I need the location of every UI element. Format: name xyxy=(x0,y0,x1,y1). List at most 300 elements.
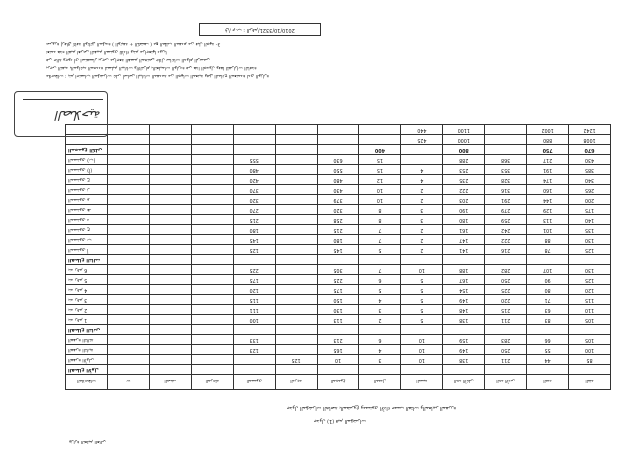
table-cell xyxy=(107,275,149,285)
table-cell: 200 xyxy=(569,195,611,205)
reference-number: 2010/10/3321/ق/ م.ب : الرقم xyxy=(225,27,295,33)
table-cell: 125 xyxy=(569,245,611,255)
table-cell xyxy=(359,135,401,145)
table-cell: 10 xyxy=(359,195,401,205)
table-cell: 141 xyxy=(443,245,485,255)
table-cell xyxy=(149,245,191,255)
table-cell: 215 xyxy=(233,215,275,225)
table-cell xyxy=(191,345,233,355)
table-cell: 80 xyxy=(527,285,569,295)
table-cell: 225 xyxy=(485,285,527,295)
table-cell: 130 xyxy=(569,265,611,275)
table-cell: 4 xyxy=(359,345,401,355)
table-cell: 5 xyxy=(401,275,443,285)
table-cell: 63 xyxy=(527,305,569,315)
table-cell: 105 xyxy=(569,335,611,345)
table-row xyxy=(66,185,611,195)
table-cell: القطاع الثاني xyxy=(66,325,108,335)
table-row xyxy=(66,305,611,315)
table-cell xyxy=(359,125,401,135)
note-line: في حالة وجود أي استفسار يرجى مراجعة القسم المختص خلال ساعات الدوام الرسمي xyxy=(46,57,210,62)
table-cell: (أ) المستوى xyxy=(66,165,108,175)
table-cell xyxy=(149,255,191,265)
table-cell: 113 xyxy=(527,215,569,225)
table-cell: 175 xyxy=(569,205,611,215)
table-cell xyxy=(107,205,149,215)
column-header: المرحلة xyxy=(191,375,233,390)
table-cell: 211 xyxy=(485,355,527,365)
table-cell: 5 xyxy=(359,285,401,295)
table-cell: 10 xyxy=(401,345,443,355)
table-cell xyxy=(149,305,191,315)
table-cell: 440 xyxy=(401,125,443,135)
table-cell: 5 xyxy=(401,315,443,325)
table-cell: 2 xyxy=(401,185,443,195)
table-cell: 1100 xyxy=(443,125,485,135)
table-cell xyxy=(527,325,569,335)
table-cell xyxy=(191,265,233,275)
table-cell xyxy=(275,295,317,305)
table-cell: 291 xyxy=(485,195,527,205)
table-cell xyxy=(317,125,359,135)
column-header: الحد الأدنى xyxy=(485,375,527,390)
table-cell: 385 xyxy=(569,165,611,175)
table-cell xyxy=(149,205,191,215)
table-cell: 550 xyxy=(317,165,359,175)
table-row xyxy=(66,235,611,245)
signature-underline xyxy=(23,99,103,106)
table-cell: 258 xyxy=(317,215,359,225)
indicators-table xyxy=(65,124,611,390)
table-cell: المجموع الكلي xyxy=(66,145,108,155)
table-cell: 3 xyxy=(401,215,443,225)
table-cell: 211 xyxy=(485,315,527,325)
table-cell: 3 xyxy=(401,205,443,215)
column-header: النسبة xyxy=(401,375,443,390)
table-cell xyxy=(107,355,149,365)
table-cell xyxy=(191,275,233,285)
column-header: المعدل xyxy=(359,375,401,390)
table-cell xyxy=(191,155,233,165)
table-cell: 225 xyxy=(317,275,359,285)
table-cell xyxy=(191,235,233,245)
table-cell: 2 xyxy=(401,235,443,245)
table-cell xyxy=(443,365,485,375)
table-cell: 100 xyxy=(569,345,611,355)
table-cell: 282 xyxy=(485,265,527,275)
table-cell: 148 xyxy=(443,305,485,315)
table-cell: 10 xyxy=(401,355,443,365)
table-cell: 216 xyxy=(485,245,527,255)
table-cell: 145 xyxy=(233,235,275,245)
table-cell: 100 xyxy=(233,315,275,325)
table-cell: 320 xyxy=(233,195,275,205)
table-cell: 400 xyxy=(359,145,401,155)
table-cell: 370 xyxy=(233,185,275,195)
table-cell: 368 xyxy=(485,155,527,165)
column-header: الدرجة xyxy=(275,375,317,390)
table-cell: 149 xyxy=(443,295,485,305)
table-cell: 222 xyxy=(443,185,485,195)
table-cell xyxy=(275,185,317,195)
table-cell: 138 xyxy=(443,355,485,365)
column-header: ت xyxy=(107,375,149,390)
table-cell: 353 xyxy=(485,165,527,175)
table-cell: 305 xyxy=(317,265,359,275)
table-cell: 115 xyxy=(569,295,611,305)
table-cell: 107 xyxy=(527,265,569,275)
table-cell: المستوى ح xyxy=(66,175,108,185)
table-cell xyxy=(401,255,443,265)
table-cell: 4 xyxy=(401,175,443,185)
table-cell: 279 xyxy=(485,205,527,215)
table-cell: 379 xyxy=(317,195,359,205)
table-cell: 125 xyxy=(275,355,317,365)
table-cell xyxy=(149,185,191,195)
table-cell xyxy=(191,295,233,305)
table-cell: 3 xyxy=(359,305,401,315)
table-row xyxy=(66,265,611,275)
table-cell: بند رقم 1 xyxy=(66,315,108,325)
note-line: ملاحظات : يتم احتساب المؤشرات على أساس البيانات المقدمة من الجهات المعنية وفق النماذج المعتمدة لدى الوزارة xyxy=(46,73,269,78)
table-cell xyxy=(107,175,149,185)
note-line: تعتمد هذه القيم لغرض التقييم السنوي للأداء ويتم مراجعتها دوريا xyxy=(46,49,167,54)
table-cell xyxy=(233,125,275,135)
table-cell: 149 xyxy=(443,345,485,355)
table-row xyxy=(66,285,611,295)
table-cell xyxy=(149,265,191,275)
table-cell: 78 xyxy=(527,245,569,255)
table-cell: 71 xyxy=(527,295,569,305)
table-cell xyxy=(443,255,485,265)
table-cell xyxy=(275,245,317,255)
table-cell: 480 xyxy=(233,165,275,175)
table-cell: 555 xyxy=(233,155,275,165)
table-row xyxy=(66,175,611,185)
table-cell: 120 xyxy=(569,285,611,295)
table-cell: 180 xyxy=(233,225,275,235)
table-cell xyxy=(569,325,611,335)
table-cell xyxy=(107,265,149,275)
table-cell xyxy=(233,255,275,265)
table-cell: 83 xyxy=(527,315,569,325)
table-cell: 242 xyxy=(485,225,527,235)
table-cell xyxy=(527,365,569,375)
table-cell xyxy=(401,365,443,375)
table-cell: 430 xyxy=(317,185,359,195)
table-cell xyxy=(149,285,191,295)
table-cell xyxy=(569,365,611,375)
table-cell: 283 xyxy=(485,335,527,345)
table-cell: 6 xyxy=(359,275,401,285)
table-cell: المستوى ب xyxy=(66,235,108,245)
table-cell: 12 xyxy=(359,175,401,185)
table-cell: 150 xyxy=(317,295,359,305)
table-cell: 4 xyxy=(359,295,401,305)
table-row xyxy=(66,275,611,285)
table-cell: 180 xyxy=(317,235,359,245)
signature-stamp xyxy=(14,91,108,137)
table-cell: 480 xyxy=(317,175,359,185)
table-cell: 4 xyxy=(401,165,443,175)
section-row xyxy=(66,255,611,265)
table-cell: 8 xyxy=(359,215,401,225)
table-cell xyxy=(191,285,233,295)
table-cell xyxy=(191,225,233,235)
table-cell: 55 xyxy=(527,345,569,355)
table-cell xyxy=(275,255,317,265)
table-cell: 175 xyxy=(233,275,275,285)
column-header: العدد xyxy=(527,375,569,390)
table-cell xyxy=(107,185,149,195)
table-cell xyxy=(107,165,149,175)
table-cell xyxy=(359,255,401,265)
table-row xyxy=(66,225,611,235)
table-row xyxy=(66,155,611,165)
table-cell xyxy=(485,125,527,135)
table-cell: 115 xyxy=(233,295,275,305)
table-cell: 316 xyxy=(485,185,527,195)
table-cell xyxy=(191,195,233,205)
table-cell xyxy=(317,145,359,155)
table-cell: المستوى ز xyxy=(66,185,108,195)
table-row xyxy=(66,245,611,255)
table-cell xyxy=(275,165,317,175)
table-cell xyxy=(275,155,317,165)
table-cell xyxy=(233,145,275,155)
table-cell: 90 xyxy=(527,275,569,285)
table-cell: 225 xyxy=(233,265,275,275)
table-cell: 190 xyxy=(443,205,485,215)
table-cell xyxy=(359,325,401,335)
table-cell: 880 xyxy=(527,135,569,145)
table-cell: 130 xyxy=(317,305,359,315)
table-cell xyxy=(191,165,233,175)
table-row xyxy=(66,205,611,215)
table-cell xyxy=(485,135,527,145)
table-cell: 235 xyxy=(443,175,485,185)
table-cell: 10 xyxy=(401,265,443,275)
table-cell: المستوى ج xyxy=(66,225,108,235)
table-cell xyxy=(275,175,317,185)
table-cell: 145 xyxy=(317,245,359,255)
table-cell xyxy=(191,355,233,365)
table-cell: 5 xyxy=(359,245,401,255)
table-cell xyxy=(275,265,317,275)
table-cell: 3 xyxy=(359,355,401,365)
table-cell: 2 xyxy=(401,195,443,205)
table-cell: 10 xyxy=(401,335,443,345)
table-cell xyxy=(149,335,191,345)
table-cell: 213 xyxy=(317,335,359,345)
table-cell xyxy=(233,365,275,375)
table-cell xyxy=(191,325,233,335)
table-cell xyxy=(191,175,233,185)
table-cell: المستوى هـ xyxy=(66,205,108,215)
table-cell: 430 xyxy=(569,155,611,165)
table-cell xyxy=(233,355,275,365)
table-cell: الفقرة الثالثة xyxy=(66,335,108,345)
table-cell: 265 xyxy=(569,185,611,195)
table-row xyxy=(66,315,611,325)
table-row xyxy=(66,165,611,175)
table-cell: 7 xyxy=(359,225,401,235)
table-cell xyxy=(107,285,149,295)
table-cell: 320 xyxy=(317,205,359,215)
table-cell xyxy=(107,155,149,165)
table-cell xyxy=(149,355,191,365)
table-cell xyxy=(149,195,191,205)
table-row xyxy=(66,335,611,345)
table-cell xyxy=(275,335,317,345)
table-cell xyxy=(275,135,317,145)
table-cell xyxy=(107,365,149,375)
table-cell: 113 xyxy=(317,315,359,325)
column-header: الفئة xyxy=(569,375,611,390)
table-cell: 215 xyxy=(485,305,527,315)
table-cell: الفقرة الأولى xyxy=(66,355,108,365)
table-cell: 6 xyxy=(359,335,401,345)
table-cell: 15 xyxy=(359,165,401,175)
table-cell: 2 xyxy=(401,225,443,235)
table-cell: 800 xyxy=(443,145,485,155)
table-cell xyxy=(317,255,359,265)
table-cell: 133 xyxy=(233,335,275,345)
table-cell xyxy=(275,125,317,135)
table-cell: (ب) المستوى xyxy=(66,155,108,165)
table-cell: 15 xyxy=(359,155,401,165)
table-cell xyxy=(191,255,233,265)
table-cell: 750 xyxy=(527,145,569,155)
table-cell xyxy=(149,145,191,155)
table-cell xyxy=(149,315,191,325)
table-cell xyxy=(191,245,233,255)
table-row xyxy=(66,195,611,205)
column-header: الحد الأعلى xyxy=(443,375,485,390)
table-cell: 1000 xyxy=(443,135,485,145)
table-subtitle: جدول المؤشرات الخاصة بالمشروع ومستوى الأداء حسب الفئات والمعايير المقررة xyxy=(286,405,456,411)
table-cell: 159 xyxy=(443,335,485,345)
table-cell xyxy=(191,305,233,315)
table-row xyxy=(66,355,611,365)
table-cell: 105 xyxy=(569,315,611,325)
note-line: 3- ضرورة إرفاق كافة الوثائق المؤيدة ( الوثيقة + الكشف ) مع الطلب المقدم من قبل الجهة xyxy=(46,41,221,46)
table-cell xyxy=(107,145,149,155)
table-cell: 7 xyxy=(359,235,401,245)
table-cell xyxy=(233,135,275,145)
table-cell xyxy=(149,125,191,135)
table-cell: 8 xyxy=(359,205,401,215)
table-cell xyxy=(191,145,233,155)
table-cell: 220 xyxy=(485,295,527,305)
table-cell xyxy=(107,135,149,145)
table-cell: 129 xyxy=(527,205,569,215)
table-cell xyxy=(485,255,527,265)
table-cell xyxy=(527,255,569,265)
table-cell xyxy=(191,205,233,215)
table-title: جدول (1) قيم المؤشرات xyxy=(313,418,366,424)
table-cell: 154 xyxy=(443,285,485,295)
column-header: الملاحظات xyxy=(66,375,108,390)
table-cell xyxy=(191,185,233,195)
table-cell: المستوى د xyxy=(66,215,108,225)
table-cell xyxy=(107,125,149,135)
table-cell: 174 xyxy=(527,175,569,185)
table-cell xyxy=(275,145,317,155)
table-cell: 180 xyxy=(443,215,485,225)
table-cell: 1002 xyxy=(527,125,569,135)
column-header: الصنف xyxy=(149,375,191,390)
column-header: المجموع xyxy=(317,375,359,390)
table-cell: 259 xyxy=(485,215,527,225)
table-cell: 1242 xyxy=(569,125,611,135)
table-cell: 340 xyxy=(569,175,611,185)
table-cell: 160 xyxy=(527,185,569,195)
table-cell: 270 xyxy=(233,205,275,215)
table-cell xyxy=(107,255,149,265)
table-cell xyxy=(485,365,527,375)
table-cell: 125 xyxy=(569,275,611,285)
table-cell xyxy=(107,325,149,335)
table-cell xyxy=(107,315,149,325)
table-cell xyxy=(275,195,317,205)
table-cell xyxy=(359,365,401,375)
table-cell xyxy=(107,195,149,205)
table-cell: 144 xyxy=(527,195,569,205)
table-cell xyxy=(149,235,191,245)
table-cell: 215 xyxy=(317,225,359,235)
table-cell: بند رقم 2 xyxy=(66,305,108,315)
table-cell: القطاع الثالث xyxy=(66,255,108,265)
table-cell: 88 xyxy=(527,235,569,245)
table-cell xyxy=(275,215,317,225)
table-cell xyxy=(149,345,191,355)
table-cell xyxy=(485,325,527,335)
table-row xyxy=(66,295,611,305)
table-cell: 66 xyxy=(527,335,569,345)
table-cell xyxy=(149,225,191,235)
table-cell: 250 xyxy=(485,275,527,285)
table-cell xyxy=(149,165,191,175)
note-line: يرجى التقيد بالمواعيد المحددة لتسليم البيانات والالتزام بالتعليمات الواردة في هذا الجدول وفقا للقرارات النافذة xyxy=(46,65,257,70)
table-cell: 288 xyxy=(443,155,485,165)
table-cell: 253 xyxy=(443,165,485,175)
table-cell: 2 xyxy=(401,245,443,255)
table-cell xyxy=(107,335,149,345)
table-cell: 5 xyxy=(401,295,443,305)
table-cell xyxy=(149,365,191,375)
table-cell: 10 xyxy=(317,355,359,365)
section-row xyxy=(66,145,611,155)
table-cell xyxy=(275,205,317,215)
table-cell: 222 xyxy=(485,235,527,245)
table-cell: 217 xyxy=(527,155,569,165)
table-cell: 165 xyxy=(317,345,359,355)
table-cell: 123 xyxy=(233,345,275,355)
table-row xyxy=(66,215,611,225)
table-cell xyxy=(443,325,485,335)
table-cell xyxy=(401,145,443,155)
table-cell xyxy=(275,305,317,315)
signature: الصلاحية xyxy=(55,107,101,122)
table-cell: 140 xyxy=(569,215,611,225)
table-cell xyxy=(149,135,191,145)
table-cell: 125 xyxy=(233,245,275,255)
table-cell: 630 xyxy=(317,155,359,165)
table-cell: 5 xyxy=(401,285,443,295)
table-cell xyxy=(191,335,233,345)
table-cell: 7 xyxy=(359,265,401,275)
